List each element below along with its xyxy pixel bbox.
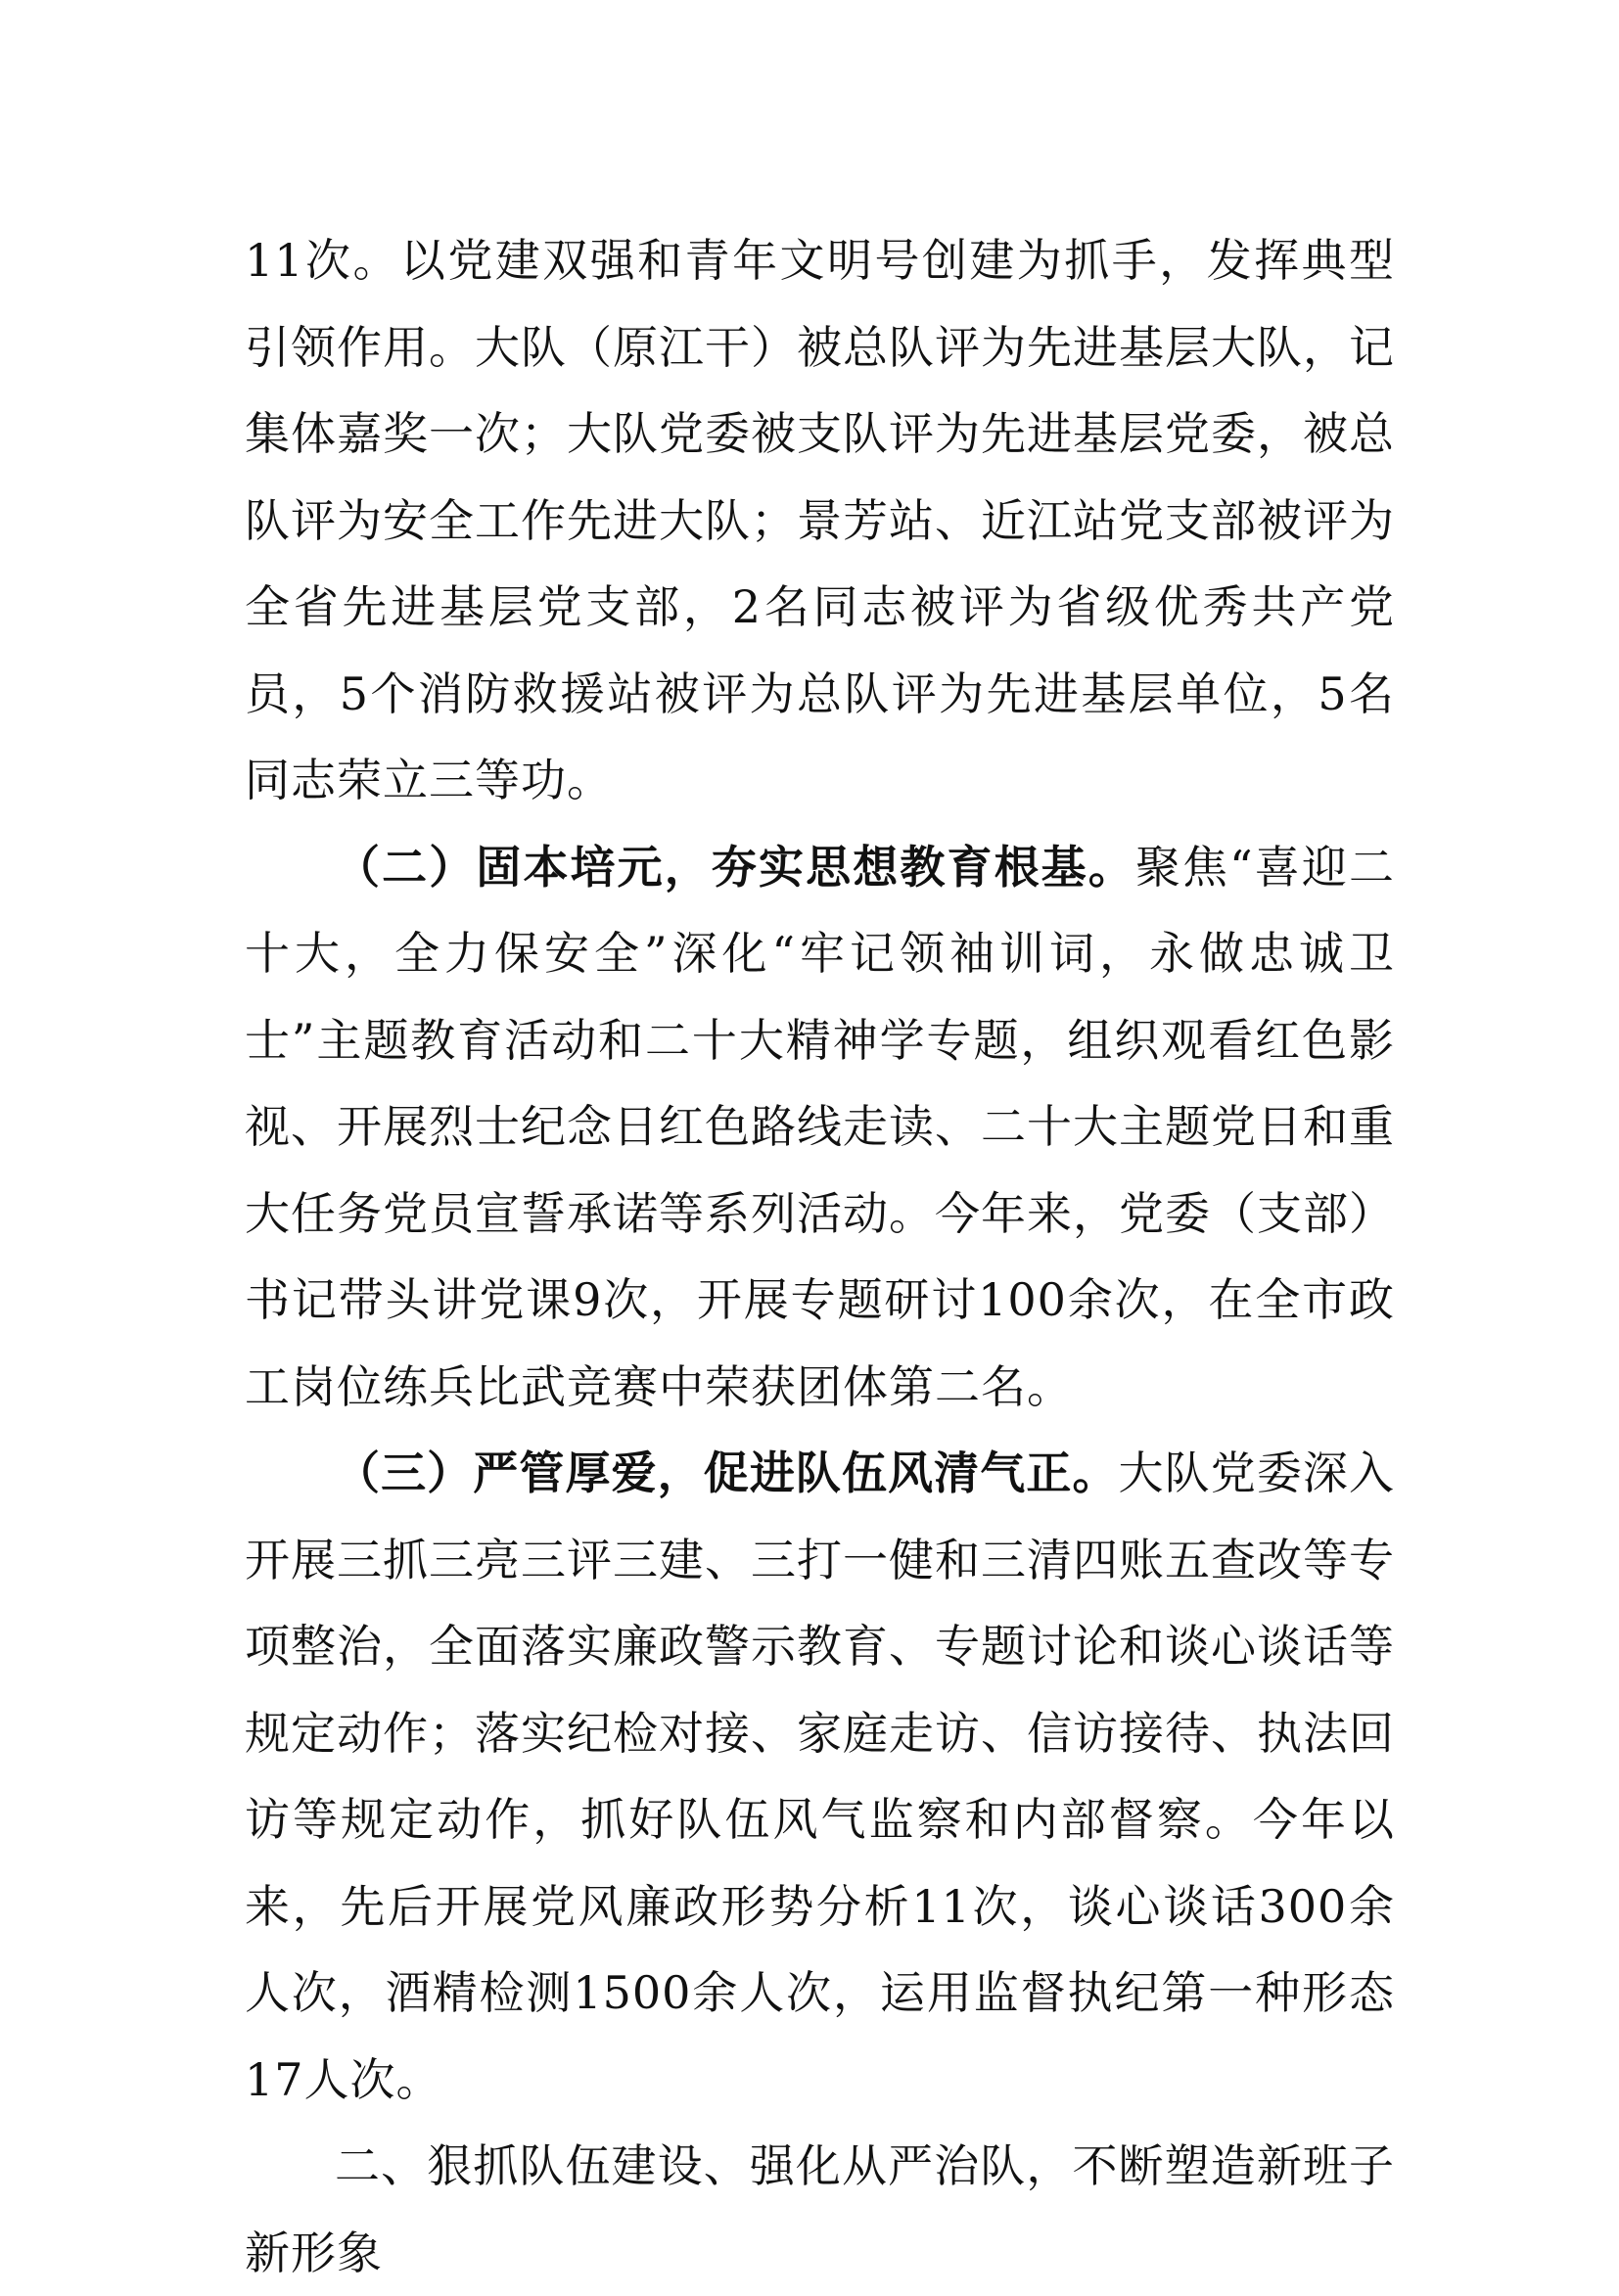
paragraph-text: 聚焦“喜迎二十大，全力保安全”深化“牢记领袖训词，永做忠诚卫士”主题教育活动和二十大精神学专题，组织观看红色影视、开展烈士纪念日红色路线走读、二十大主题党日和重大任务党员宣誓承诺等系列活动。今年来，党委（支部）书记带头讲党课9次，开展专题研讨100余次，在全市政工岗位练兵比武竞赛中荣获团体第二名。 <box>245 840 1395 1413</box>
paragraph-text: 11次。以党建双强和青年文明号创建为抓手，发挥典型引领作用。大队（原江干）被总队评为先进基层大队，记集体嘉奖一次；大队党委被支队评为先进基层党委，被总队评为安全工作先进大队；景芳站、近江站党支部被评为全省先进基层党支部，2名同志被评为省级优秀共产党员，5个消防救援站被评为总队评为先进基层单位，5名同志荣立三等功。 <box>245 234 1395 806</box>
document-body <box>245 217 1395 2296</box>
section-heading: （三）严管厚爱，促进队伍风清气正。 <box>335 1446 1119 1499</box>
section-heading: （二）固本培元，夯实思想教育根基。 <box>335 840 1135 894</box>
chapter-heading-text: 二、狠抓队伍建设、强化从严治队，不断塑造新班子新形象 <box>245 2139 1395 2279</box>
paragraph-chapter-heading <box>245 2123 1395 2296</box>
paragraph-section-3 <box>245 1430 1395 2123</box>
paragraph-continuation <box>245 217 1395 824</box>
paragraph-text: 大队党委深入开展三抓三亮三评三建、三打一健和三清四账五查改等专项整治，全面落实廉政警示教育、专题讨论和谈心谈话等规定动作；落实纪检对接、家庭走访、信访接待、执法回访等规定动作，抓好队伍风气监察和内部督察。今年以来，先后开展党风廉政形势分析11次，谈心谈话300余人次，酒精检测1500余人次，运用监督执纪第一种形态17人次。 <box>245 1446 1396 2106</box>
paragraph-section-2 <box>245 824 1395 1431</box>
